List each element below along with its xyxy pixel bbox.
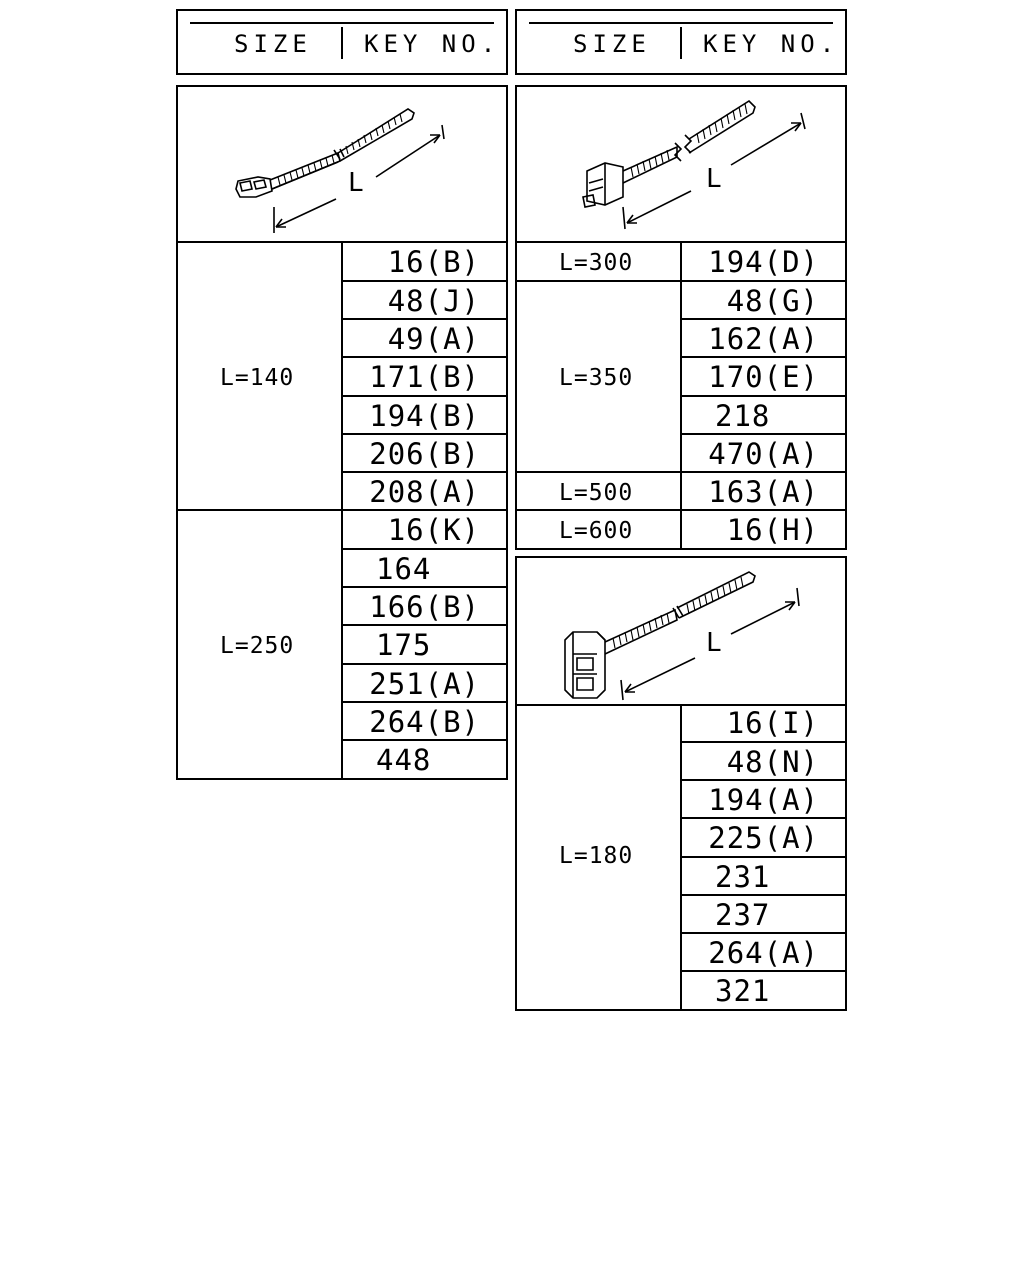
key-cell: 321 [715, 974, 771, 1008]
key-cell: 218 [715, 399, 771, 433]
diagram-right-top-label-L: L [706, 164, 722, 194]
group-sep [515, 471, 847, 473]
row-sep [680, 970, 847, 972]
row-sep [341, 433, 508, 435]
key-cell: 264(A) [708, 936, 819, 970]
row-sep [680, 932, 847, 934]
table-left-group-divider [176, 509, 508, 511]
row-sep [680, 433, 847, 435]
size-cell: L=500 [559, 480, 634, 506]
row-sep [341, 586, 508, 588]
key-cell: 208(A) [369, 475, 480, 509]
size-cell: L=140 [220, 365, 295, 391]
row-sep [341, 663, 508, 665]
key-cell: 448 [376, 743, 432, 777]
row-sep [680, 741, 847, 743]
cable-tie-diagram-left [178, 87, 506, 241]
header-right-size: SIZE [573, 30, 651, 58]
key-cell: 194(B) [369, 399, 480, 433]
key-cell: 225(A) [708, 821, 819, 855]
row-sep [680, 395, 847, 397]
header-left-divider [341, 27, 343, 59]
row-sep [680, 779, 847, 781]
key-cell: 206(B) [369, 437, 480, 471]
header-left-key: KEY NO. [364, 30, 501, 58]
row-sep [341, 701, 508, 703]
row-sep [341, 624, 508, 626]
header-right-key: KEY NO. [703, 30, 840, 58]
key-cell: 48(N) [726, 745, 819, 779]
header-left-rule [190, 22, 494, 24]
key-cell: 16(H) [726, 513, 819, 547]
key-cell: 48(J) [387, 284, 480, 318]
key-cell: 194(D) [708, 245, 819, 279]
header-right-divider [680, 27, 682, 59]
key-cell: 163(A) [708, 475, 819, 509]
row-sep [341, 318, 508, 320]
row-sep [341, 548, 508, 550]
size-cell: L=300 [559, 250, 634, 276]
header-left-size: SIZE [234, 30, 312, 58]
key-cell: 170(E) [708, 360, 819, 394]
key-cell: 164 [376, 552, 432, 586]
row-sep [341, 471, 508, 473]
cable-tie-diagram-right-top [517, 87, 845, 241]
key-cell: 162(A) [708, 322, 819, 356]
key-cell: 470(A) [708, 437, 819, 471]
row-sep [341, 280, 508, 282]
group-sep [515, 280, 847, 282]
row-sep [680, 356, 847, 358]
row-sep [341, 356, 508, 358]
key-cell: 231 [715, 860, 771, 894]
key-cell: 16(B) [387, 245, 480, 279]
row-sep [680, 318, 847, 320]
row-sep [341, 395, 508, 397]
row-sep [341, 739, 508, 741]
key-cell: 171(B) [369, 360, 480, 394]
key-cell: 16(I) [726, 706, 819, 740]
key-cell: 49(A) [387, 322, 480, 356]
size-cell: L=250 [220, 633, 295, 659]
size-cell: L=180 [559, 843, 634, 869]
group-sep [515, 509, 847, 511]
row-sep [680, 856, 847, 858]
key-cell: 237 [715, 898, 771, 932]
key-cell: 194(A) [708, 783, 819, 817]
diagram-right-bottom-label-L: L [706, 628, 722, 658]
key-cell: 48(G) [726, 284, 819, 318]
key-cell: 16(K) [387, 513, 480, 547]
row-sep [680, 817, 847, 819]
key-cell: 166(B) [369, 590, 480, 624]
row-sep [680, 894, 847, 896]
diagram-left-label-L: L [348, 168, 364, 198]
key-cell: 264(B) [369, 705, 480, 739]
header-right-rule [529, 22, 833, 24]
size-cell: L=350 [559, 365, 634, 391]
size-cell: L=600 [559, 518, 634, 544]
key-cell: 251(A) [369, 667, 480, 701]
key-cell: 175 [376, 628, 432, 662]
cable-tie-diagram-right-bottom [517, 558, 845, 704]
